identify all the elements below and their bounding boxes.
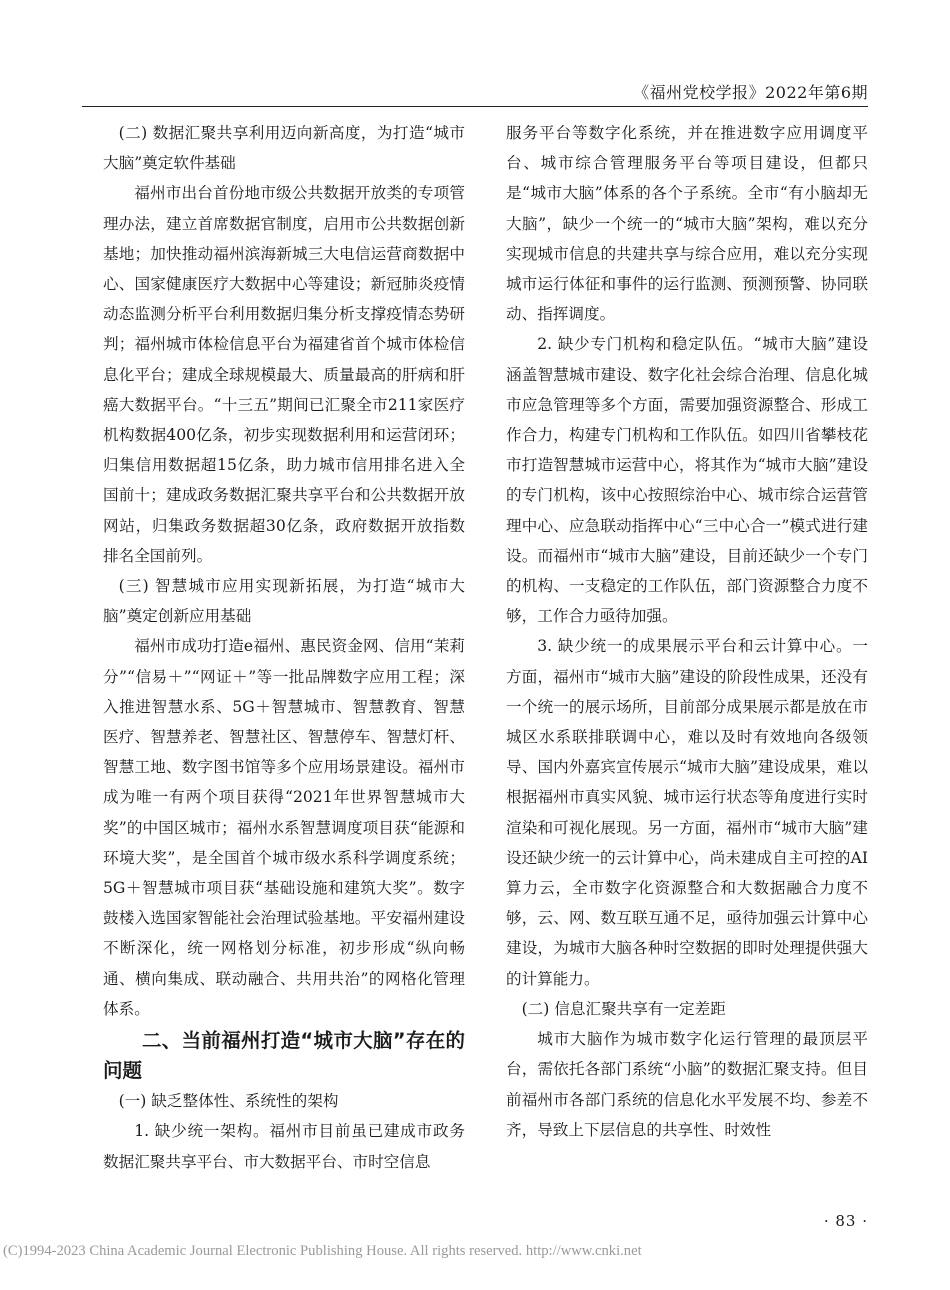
paragraph: 2. 缺少专门机构和稳定队伍。“城市大脑”建设涵盖智慧城市建设、数字化社会综合治理、信息化城市应急管理等多个方面，需要加强资源整合、形成工作合力，构建专门机构和工作队伍。如四川省攀枝花市打造智慧城市运营中心，将其作为“城市大脑”建设的专门机构，该中心按照综治中心、城市综合运营管理中心、应急联动指挥中心“三中心合一”模式进行建设。而福州市“城市大脑”建设，目前还缺少一个专门的机构、一支稳定的工作队伍，部门资源整合力度不够，工作合力亟待加强。 — [506, 335, 868, 626]
paragraph: 1. 缺少统一架构。福州市目前虽已建成市政务数据汇聚共享平台、市大数据平台、市时空信息 — [103, 1122, 465, 1171]
left-column — [103, 118, 465, 1177]
subsection-heading: (一) 缺乏整体性、系统性的架构 — [118, 1092, 339, 1111]
paragraph: 3. 缺少统一的成果展示平台和云计算中心。一方面，福州市“城市大脑”建设的阶段性成果，还没有一个统一的展示场所，目前部分成果展示都是放在市城区水系联排联调中心，难以及时有效地向各级领导、国内外嘉宾宣传展示“城市大脑”建设成果，难以根据福州市真实风貌、城市运行状态等角度进行实时渲染和可视化展现。另一方面，福州市“城市大脑”建设还缺少统一的云计算中心，尚未建成自主可控的AI算力云，全市数字化资源整合和大数据融合力度不够，云、网、数互联互通不足，亟待加强云计算中心建设，为城市大脑各种时空数据的即时处理提供强大的计算能力。 — [506, 637, 868, 988]
section-heading: 二、当前福州打造“城市大脑”存在的问题 — [103, 1029, 465, 1083]
subsection-heading: (二) 数据汇聚共享利用迈向新高度，为打造“城市大脑”奠定软件基础 — [103, 124, 465, 173]
running-header — [82, 72, 868, 107]
subsection-heading: (三) 智慧城市应用实现新拓展，为打造“城市大脑”奠定创新应用基础 — [103, 577, 465, 626]
paragraph: 福州市成功打造e福州、惠民资金网、信用“茉莉分”“信易＋”“网证＋”等一批品牌数字应用工程；深入推进智慧水系、5G＋智慧城市、智慧教育、智慧医疗、智慧养老、智慧社区、智慧停车、智慧灯杆、智慧工地、数字图书馆等多个应用场景建设。福州市成为唯一有两个项目获得“2021年世界智慧城市大奖”的中国区城市；福州水系智慧调度项目获“能源和环境大奖”，是全国首个城市级水系科学调度系统；5G＋智慧城市项目获“基础设施和建筑大奖”。数字鼓楼入选国家智能社会治理试验基地。平安福州建设不断深化，统一网格划分标准，初步形成“纵向畅通、横向集成、联动融合、共用共治”的网格化管理体系。 — [103, 637, 465, 1018]
paragraph: 城市大脑作为城市数字化运行管理的最顶层平台，需依托各部门系统“小脑”的数据汇聚支持。但目前福州市各部门系统的信息化水平发展不均、参差不齐，导致上下层信息的共享性、时效性 — [506, 1030, 868, 1139]
journal-title: 《福州党校学报》2022年第6期 — [633, 83, 868, 102]
subsection-heading: (二) 信息汇聚共享有一定差距 — [521, 999, 726, 1018]
paragraph: 服务平台等数字化系统，并在推进数字应用调度平台、城市综合管理服务平台等项目建设，但都只是“城市大脑”体系的各个子系统。全市“有小脑却无大脑”，缺少一个统一的“城市大脑”架构，难以充分实现城市信息的共建共享与综合应用，难以充分实现城市运行体征和事件的运行监测、预测预警、协同联动、指挥调度。 — [506, 124, 868, 324]
page-number: · 83 · — [823, 1212, 868, 1230]
paragraph: 福州市出台首份地市级公共数据开放类的专项管理办法，建立首席数据官制度，启用市公共数据创新基地；加快推动福州滨海新城三大电信运营商数据中心、国家健康医疗大数据中心等建设；新冠肺炎疫情动态监测分析平台利用数据归集分析支撑疫情态势研判；福州城市体检信息平台为福建省首个城市体检信息化平台；建成全球规模最大、质量最高的肝病和肝癌大数据平台。“十三五”期间已汇聚全市211家医疗机构数据400亿条，初步实现数据利用和运营闭环；归集信用数据超15亿条，助力城市信用排名进入全国前十；建成政务数据汇聚共享平台和公共数据开放网站，归集政务数据超30亿条，政府数据开放指数排名全国前列。 — [103, 184, 465, 565]
copyright-watermark: (C)1994-2023 China Academic Journal Electronic Publishing House. All rights reserved. http://www.cnki.net — [3, 1243, 642, 1259]
right-column — [506, 118, 868, 1145]
